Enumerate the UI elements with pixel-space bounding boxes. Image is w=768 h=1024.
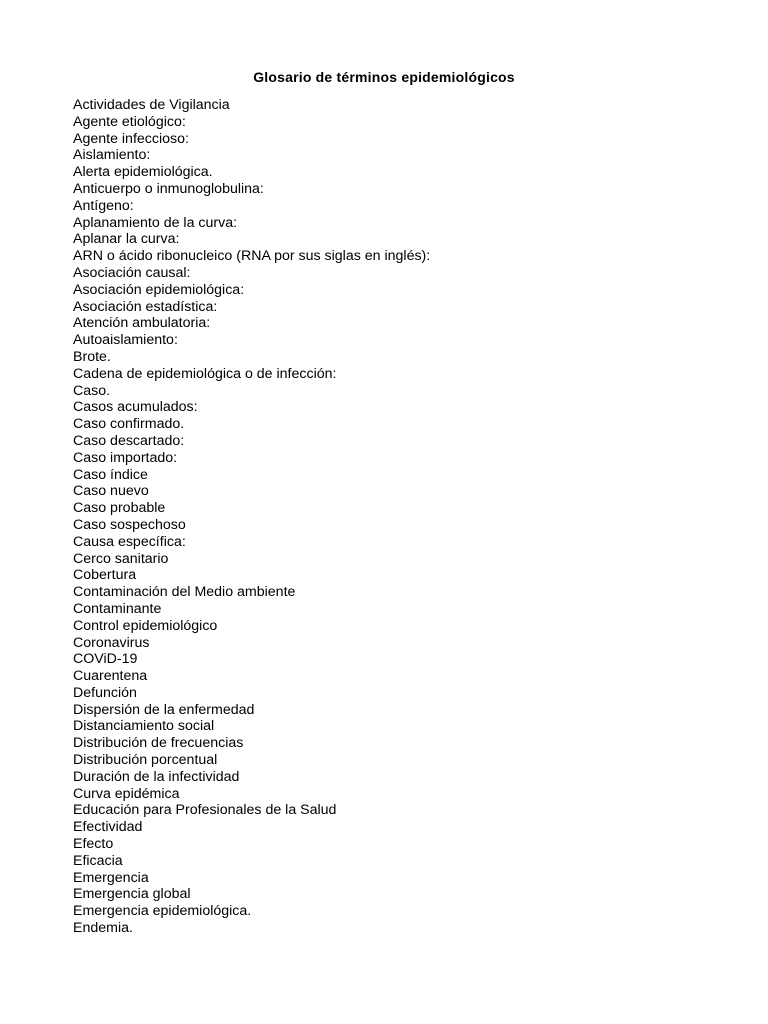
glossary-term: Caso probable [73, 500, 166, 517]
glossary-term: Casos acumulados: [73, 399, 198, 416]
glossary-term: Dispersión de la enfermedad [73, 701, 255, 718]
glossary-term: Emergencia global [73, 886, 191, 903]
glossary-term: Atención ambulatoria: [73, 315, 211, 332]
glossary-term: Asociación causal: [73, 264, 191, 281]
glossary-term: Agente etiológico: [73, 113, 186, 130]
glossary-term: COViD-19 [73, 651, 138, 668]
glossary-term: Coronavirus [73, 634, 150, 651]
glossary-term: Curva epidémica [73, 785, 180, 802]
glossary-term: Causa específica: [73, 533, 186, 550]
glossary-term: Caso descartado: [73, 432, 185, 449]
glossary-term: Distribución porcentual [73, 752, 218, 769]
glossary-term: Duración de la infectividad [73, 768, 240, 785]
glossary-term: Aplanar la curva: [73, 231, 180, 248]
glossary-term: Cerco sanitario [73, 550, 169, 567]
glossary-term: Emergencia epidemiológica. [73, 903, 252, 920]
glossary-term: Caso confirmado. [73, 416, 185, 433]
glossary-term: Caso sospechoso [73, 516, 186, 533]
glossary-term: Caso importado: [73, 449, 178, 466]
glossary-term: Caso índice [73, 466, 148, 483]
glossary-term-list [73, 97, 430, 937]
document-title: Glosario de términos epidemiológicos [253, 69, 515, 85]
glossary-term: ARN o ácido ribonucleico (RNA por sus siglas en inglés): [73, 248, 431, 265]
glossary-term: Alerta epidemiológica. [73, 164, 213, 181]
glossary-term: Aislamiento: [73, 147, 151, 164]
glossary-term: Antígeno: [73, 197, 134, 214]
glossary-term: Efectividad [73, 819, 143, 836]
glossary-term: Autoaislamiento: [73, 332, 178, 349]
glossary-term: Contaminante [73, 600, 162, 617]
glossary-term: Asociación epidemiológica: [73, 281, 245, 298]
glossary-term: Defunción [73, 684, 137, 701]
glossary-term: Brote. [73, 348, 111, 365]
glossary-term: Cobertura [73, 567, 137, 584]
glossary-term: Asociación estadística: [73, 298, 218, 315]
glossary-term: Efecto [73, 836, 114, 853]
glossary-term: Educación para Profesionales de la Salud [73, 802, 337, 819]
glossary-term: Anticuerpo o inmunoglobulina: [73, 180, 264, 197]
glossary-term: Caso nuevo [73, 483, 149, 500]
glossary-term: Emergencia [73, 869, 149, 886]
glossary-term: Agente infeccioso: [73, 130, 189, 147]
glossary-term: Control epidemiológico [73, 617, 218, 634]
glossary-term: Aplanamiento de la curva: [73, 214, 238, 231]
glossary-term: Caso. [73, 382, 111, 399]
glossary-term: Distribución de frecuencias [73, 735, 244, 752]
glossary-term: Endemia. [73, 920, 133, 937]
glossary-term: Actividades de Vigilancia [73, 97, 230, 113]
glossary-term: Contaminación del Medio ambiente [73, 584, 296, 601]
glossary-term: Cadena de epidemiológica o de infección: [73, 365, 337, 382]
glossary-term: Eficacia [73, 852, 123, 869]
glossary-term: Distanciamiento social [73, 718, 215, 735]
glossary-term: Cuarentena [73, 668, 148, 685]
